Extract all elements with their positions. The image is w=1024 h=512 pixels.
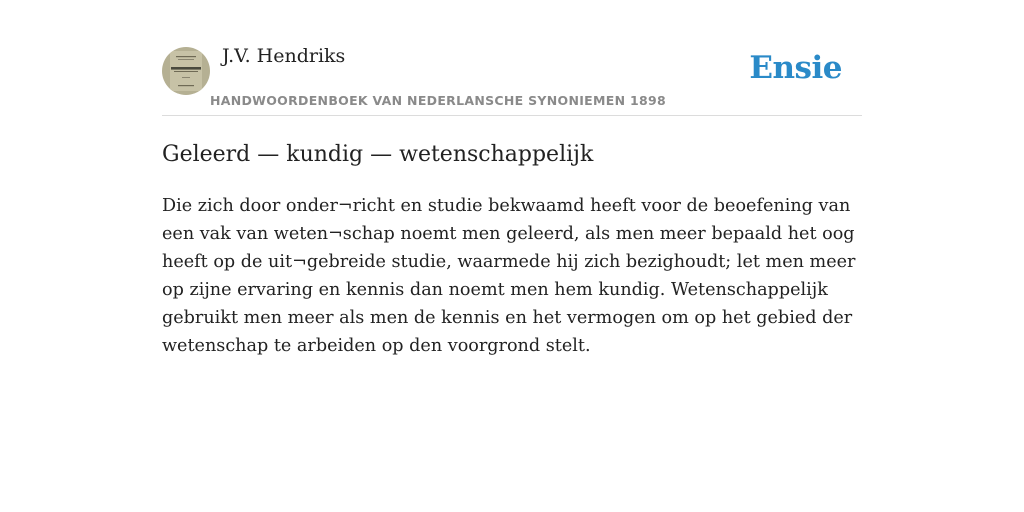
source-title-link[interactable]: HANDWOORDENBOEK VAN NEDERLANSCHE SYNONIEMEN 1898 [210,93,667,108]
ensie-logo-link[interactable]: Ensie [749,50,842,86]
entry-body: Die zich door onder¬richt en studie bekwaamd heeft voor de beoefening van een vak van weten¬schap noemt men geleerd, als men meer bepaald het oog heeft op de uit¬gebreide studie, waarmede hij zich bezighoudt; let men meer op zijne ervaring en kennis dan noemt men hem kundig. Wetenschappelijk gebruikt men meer als men de kennis en het vermogen om op het gebied der wetenschap te arbeiden op den voorgrond stelt. [162,196,856,356]
entry-container [162,0,862,360]
entry-title: Geleerd — kundig — wetenschappelijk [162,142,594,167]
author-name-link[interactable]: J.V. Hendriks [222,45,346,67]
book-cover-icon [162,47,210,95]
entry-header [162,0,862,116]
author-avatar[interactable] [162,47,210,95]
